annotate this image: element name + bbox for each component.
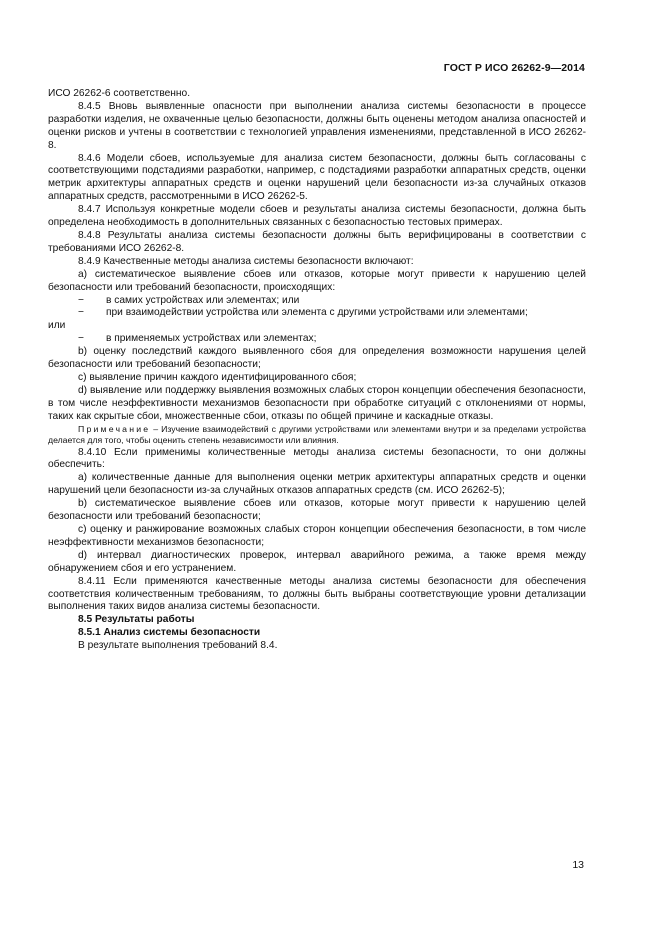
dash-list-item	[48, 295, 586, 308]
list-item-d: d) выявление или поддержку выявления возможных слабых сторон концепции обеспечения безопасности, в том числе неэффективности механизмов безопасности при обработке ситуаций с отклонениями от нормы, таких как скрытые сбои, множественные сбои, отказы по общей причине и каскадные отказы.	[48, 384, 586, 422]
paragraph: В результате выполнения требований 8.4.	[78, 640, 278, 652]
dash-item-text: в самих устройствах или элементах; или	[106, 294, 300, 306]
subsection-heading-8-5-1: 8.5.1 Анализ системы безопасности	[78, 627, 261, 639]
list-item-c: c) выявление причин каждого идентифицированного сбоя;	[78, 371, 357, 383]
section-heading-8-5: 8.5 Результаты работы	[78, 614, 195, 626]
dash-list-item	[48, 307, 586, 320]
paragraph: ИСО 26262-6 соответственно.	[48, 88, 191, 99]
paragraph-8-4-11: 8.4.11 Если применяются качественные методы анализа системы безопасности для обеспечения соответствия количественным требованиям, то должны быть выбраны соответствующие уровни детализации выполнения таких видов анализа системы безопасности.	[48, 575, 586, 613]
paragraph-8-4-7: 8.4.7 Используя конкретные модели сбоев и результаты анализа системы безопасности, должна быть определена необходимость в дополнительных связанных с безопасностью тестовых примерах.	[48, 204, 586, 229]
page-number: 13	[572, 859, 584, 871]
paragraph: или	[48, 320, 66, 332]
dash-list-item	[48, 333, 586, 346]
note	[48, 424, 586, 447]
dash-marker: −	[78, 294, 84, 306]
paragraph-8-4-9: 8.4.9 Качественные методы анализа системы безопасности включают:	[78, 255, 414, 267]
document-header: ГОСТ Р ИСО 26262-9—2014	[443, 62, 585, 74]
note-text: – Изучение взаимодействий с другими устройствами или элементами внутри и за пределами устройства делается для того, чтобы оценить степень независимости или влияния.	[48, 423, 586, 446]
list-item-c: c) оценку и ранжирование возможных слабых сторон концепции обеспечения безопасности, в том числе неэффективности механизмов безопасности;	[48, 524, 586, 548]
dash-marker: −	[78, 307, 84, 319]
note-label: Примечание	[78, 423, 151, 434]
list-item-b: b) оценку последствий каждого выявленного сбоя для определения возможности нарушения целей безопасности или требований безопасности;	[48, 346, 586, 371]
list-item-d: d) интервал диагностических проверок, интервал аварийного режима, а также время между обнаружением сбоя и его устранением.	[48, 549, 586, 574]
dash-marker: −	[78, 333, 84, 345]
list-item-b: b) систематическое выявление сбоев или отказов, которые могут привести к нарушению целей безопасности или требований безопасности;	[48, 498, 586, 523]
paragraph-8-4-6: 8.4.6 Модели сбоев, используемые для анализа систем безопасности, должны быть согласованы с соответствующими подстадиями разработки, например, с подстадиями разработки аппаратных средств, оценки метрик архитектуры аппаратных средств и оценки нарушений цели безопасности из-за случайных отказов аппаратных средств, рассмотренными в ИСО 26262-5.	[48, 152, 586, 203]
dash-item-text: при взаимодействии устройства или элемента с другими устройствами или элементами;	[106, 307, 528, 319]
list-item-a: a) систематическое выявление сбоев или отказов, которые могут привести к нарушению целей безопасности или требований безопасности, происходящих:	[48, 268, 586, 293]
paragraph-8-4-10: 8.4.10 Если применимы количественные методы анализа системы безопасности, то они должны обеспечить:	[48, 446, 586, 471]
paragraph-8-4-8: 8.4.8 Результаты анализа системы безопасности должны быть верифицированы в соответствии с требованиями ИСО 26262-8.	[48, 229, 586, 254]
paragraph-8-4-5: 8.4.5 Вновь выявленные опасности при выполнении анализа системы безопасности в процессе разработки изделия, не охваченные целью безопасности, должны быть оценены методом анализа опасностей и оценки рисков и учтены в соответствии с технологией управления изменениями, представленной в ИСО 26262-8.	[48, 100, 586, 151]
document-body	[48, 88, 586, 653]
dash-item-text: в применяемых устройствах или элементах;	[106, 333, 317, 345]
list-item-a: a) количественные данные для выполнения оценки метрик архитектуры аппаратных средств и оценки нарушений цели безопасности из-за случайных отказов аппаратных средств (см. ИСО 26262-5);	[48, 472, 586, 497]
